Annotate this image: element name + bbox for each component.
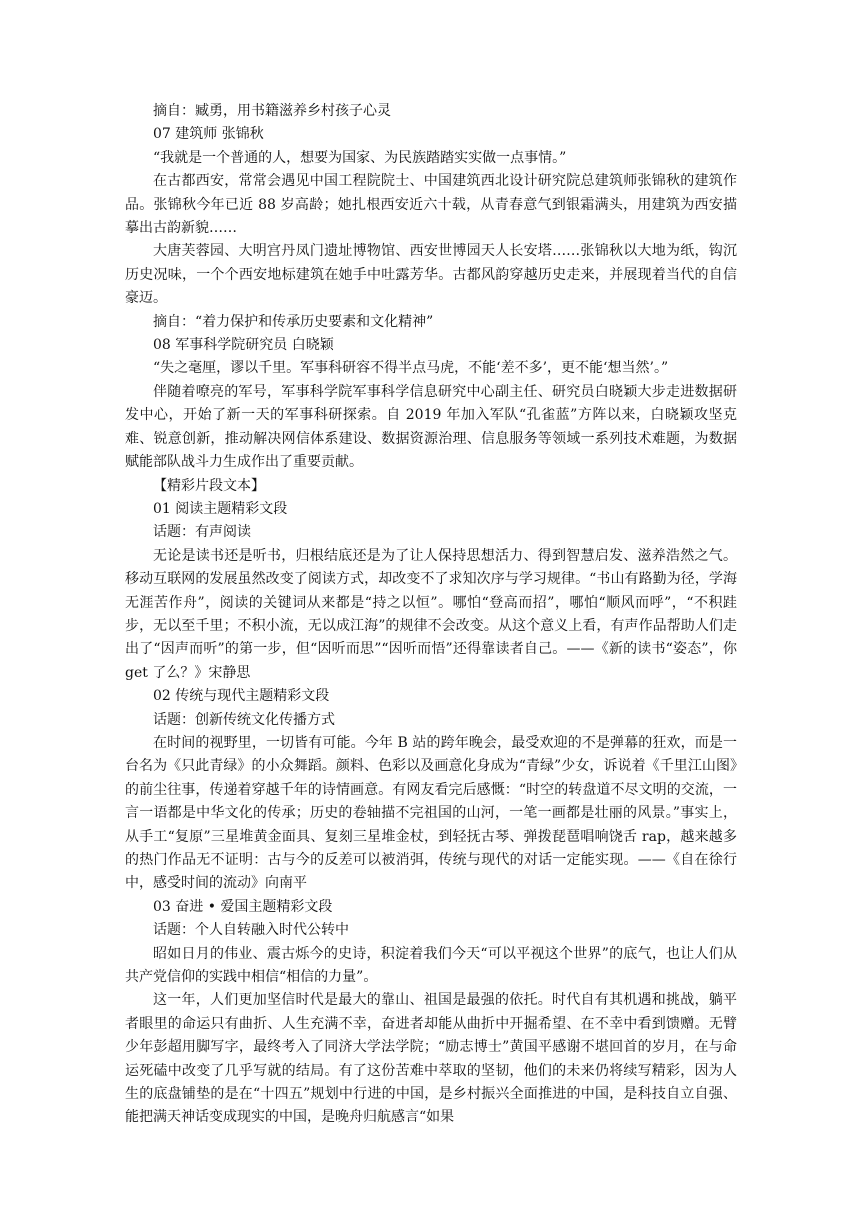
section-heading-07: 07 建筑师 张锦秋 <box>153 126 264 143</box>
document-body <box>125 100 737 1130</box>
body-paragraph: 大唐芙蓉园、大明宫丹凤门遗址博物馆、西安世博园天人长安塔……张锦秋以大地为纸，钩沉历史况味，一个个西安地标建筑在她手中吐露芳华。古都风韵穿越历史走来，并展现着当代的自信豪迈。 <box>125 243 737 307</box>
body-paragraph: 昭如日月的伟业、震古烁今的史诗，积淀着我们今天“可以平视这个世界”的底气，也让人们从共产党信仰的实践中相信“相信的力量”。 <box>125 945 737 986</box>
quote: “我就是一个普通的人，想要为国家、为民族踏踏实实做一点事情。” <box>153 149 567 166</box>
topic-line: 话题：创新传统文化传播方式 <box>153 711 335 728</box>
body-paragraph: 这一年，人们更加坚信时代是最大的靠山、祖国是最强的依托。时代自有其机遇和挑战，躺平者眼里的命运只有曲折、人生充满不幸，奋进者却能从曲折中开掘希望、在不幸中看到馈赠。无臂少年彭超用脚写字，最终考入了同济大学法学院；“励志博士”黄国平感谢不堪回首的岁月，在与命运死磕中改变了几乎写就的结局。有了这份苦难中萃取的坚韧，他们的未来仍将续写精彩，因为人生的底盘铺垫的是在“十四五”规划中行进的中国，是乡村振兴全面推进的中国，是科技自立自强、能把满天神话变成现实的中国，是晚舟归航感言“如果 <box>125 992 737 1126</box>
section-title: 【精彩片段文本】 <box>153 477 265 494</box>
body-paragraph: 在古都西安，常常会遇见中国工程院院士、中国建筑西北设计研究院总建筑师张锦秋的建筑作品。张锦秋今年已近 88 岁高龄；她扎根西安近六十载，从青春意气到银霜满头，用建筑为西安描摹出古韵新貌…… <box>125 173 737 237</box>
quote: “失之毫厘，谬以千里。军事科研容不得半点马虎，不能‘差不多’，更不能‘想当然’。” <box>153 360 669 377</box>
topic-line: 话题：个人自转融入时代公转中 <box>153 922 349 939</box>
body-paragraph: 无论是读书还是听书，归根结底还是为了让人保持思想活力、得到智慧启发、滋养浩然之气。移动互联网的发展虽然改变了阅读方式，却改变不了求知次序与学习规律。“书山有路勤为径，学海无涯苦作舟”，阅读的关键词从来都是“持之以恒”。哪怕“登高而招”，哪怕“顺风而呼”，“不积跬步，无以至千里；不积小流，无以成江海”的规律不会改变。从这个意义上看，有声作品帮助人们走出了“因声而听”的第一步，但“因听而思”“因听而悟”还得靠读者自己。——《新的读书“姿态”，你 get 了么？》宋静思 <box>125 547 737 681</box>
section-heading-08: 08 军事科学院研究员 白晓颖 <box>153 337 334 354</box>
source-line: 摘自：“着力保护和传承历史要素和文化精神” <box>153 313 434 330</box>
topic-line: 话题：有声阅读 <box>153 524 251 541</box>
subsection-heading-03: 03 奋进 • 爱国主题精彩文段 <box>153 898 333 915</box>
source-line: 摘自：臧勇，用书籍滋养乡村孩子心灵 <box>153 103 391 119</box>
subsection-heading-02: 02 传统与现代主题精彩文段 <box>153 688 330 705</box>
body-paragraph: 在时间的视野里，一切皆有可能。今年 B 站的跨年晚会，最受欢迎的不是弹幕的狂欢，而是一台名为《只此青绿》的小众舞蹈。颜料、色彩以及画意化身成为“青绿”少女，诉说着《千里江山图》的前尘往事，传递着穿越千年的诗情画意。有网友看完后感慨：“时空的转盘道不尽文明的交流，一言一语都是中华文化的传承；历史的卷轴描不完祖国的山河，一笔一画都是壮丽的风景。”事实上，从手工“复原”三星堆黄金面具、复刻三星堆金杖，到轻抚古琴、弹拨琵琶唱响饶舌 rap，越来越多的热门作品无不证明：古与今的反差可以被消弭，传统与现代的对话一定能实现。——《自在徐行中，感受时间的流动》向南平 <box>125 734 737 892</box>
subsection-heading-01: 01 阅读主题精彩文段 <box>153 500 288 517</box>
body-paragraph: 伴随着嘹亮的军号，军事科学院军事科学信息研究中心副主任、研究员白晓颖大步走进数据研发中心，开始了新一天的军事科研探索。自 2019 年加入军队“孔雀蓝”方阵以来，白晓颖攻坚克难、锐意创新，推动解决网信体系建设、数据资源治理、信息服务等领域一系列技术难题，为数据赋能部队战斗力生成作出了重要贡献。 <box>125 383 737 471</box>
